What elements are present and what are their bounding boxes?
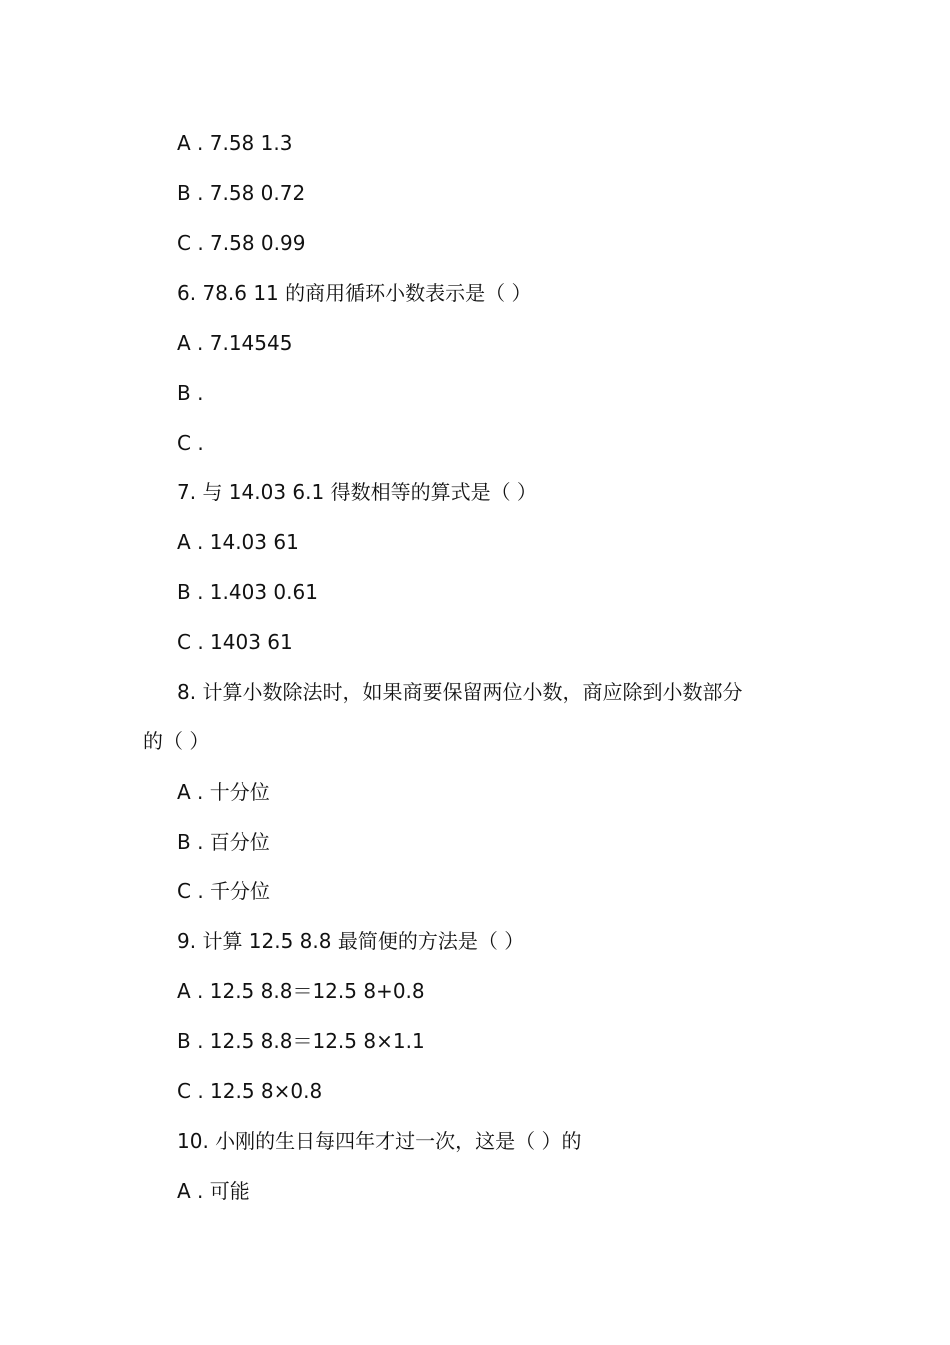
q9-option-a: A . 12.5 8.8＝12.5 8+0.8 <box>177 979 425 1003</box>
q6-option-b: B . <box>177 381 204 405</box>
q6-option-a: A . 7.14545 <box>177 331 293 355</box>
q5-option-c: C . 7.58 0.99 <box>177 231 306 255</box>
q5-option-a: A . 7.58 1.3 <box>177 131 293 155</box>
q8-prompt-line2: 的（ ） <box>143 729 210 753</box>
q8-option-a: A . 十分位 <box>177 780 270 804</box>
q9-option-b: B . 12.5 8.8＝12.5 8×1.1 <box>177 1029 425 1053</box>
q6-option-c: C . <box>177 431 204 455</box>
q7-prompt: 7. 与 14.03 6.1 得数相等的算式是（ ） <box>177 480 537 504</box>
q8-option-c: C . 千分位 <box>177 879 271 903</box>
q8-option-b: B . 百分位 <box>177 830 270 854</box>
q7-option-a: A . 14.03 61 <box>177 530 299 554</box>
q8-prompt-line1: 8. 计算小数除法时，如果商要保留两位小数，商应除到小数部分 <box>177 680 743 704</box>
q7-option-c: C . 1403 61 <box>177 630 293 654</box>
q7-option-b: B . 1.403 0.61 <box>177 580 318 604</box>
q10-option-a: A . 可能 <box>177 1179 250 1203</box>
q5-option-b: B . 7.58 0.72 <box>177 181 306 205</box>
q9-option-c: C . 12.5 8×0.8 <box>177 1079 323 1103</box>
q10-prompt: 10. 小刚的生日每四年才过一次，这是（ ）的 <box>177 1129 582 1153</box>
q9-prompt: 9. 计算 12.5 8.8 最简便的方法是（ ） <box>177 929 525 953</box>
q6-prompt: 6. 78.6 11 的商用循环小数表示是（ ） <box>177 281 532 305</box>
